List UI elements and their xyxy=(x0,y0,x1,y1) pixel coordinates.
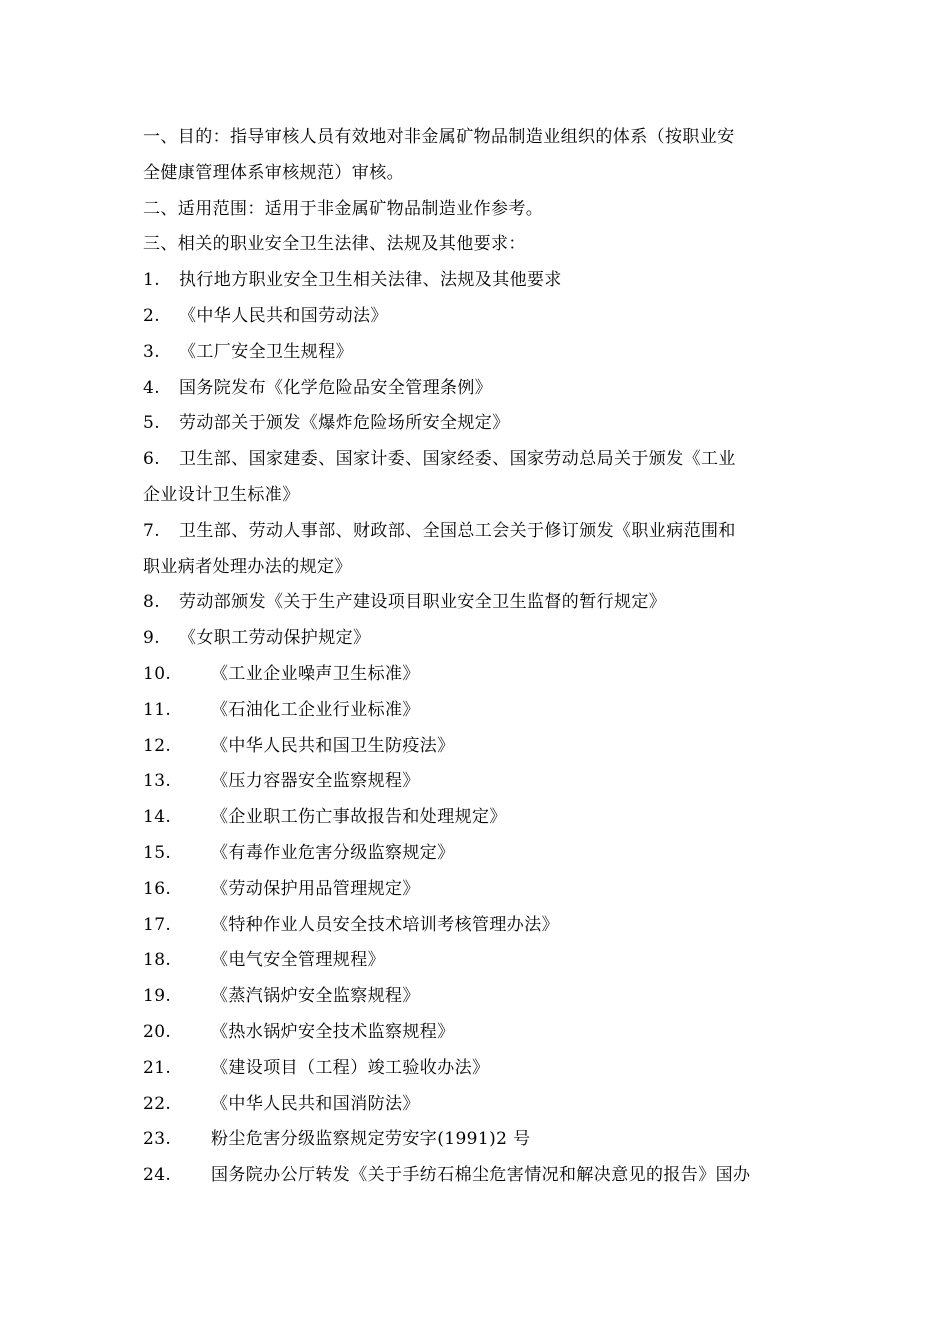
list-item-number: 19. xyxy=(143,986,172,1007)
list-item-19 xyxy=(143,979,813,1015)
list-item-text: 粉尘危害分级监察规定劳安字(1991)2 号 xyxy=(211,1129,531,1150)
list-item-number: 5. xyxy=(143,413,161,434)
section-2: 二、适用范围：适用于非金属矿物品制造业作参考。 xyxy=(143,198,544,219)
list-item-text: 《石油化工企业行业标准》 xyxy=(211,699,420,720)
list-item-number: 7. xyxy=(143,520,161,541)
list-item-text: 卫生部、劳动人事部、财政部、全国总工会关于修订颁发《职业病范围和 xyxy=(179,520,736,541)
list-item-number: 21. xyxy=(143,1057,172,1078)
list-item-text: 《电气安全管理规程》 xyxy=(211,950,385,971)
list-item-2 xyxy=(143,299,813,335)
list-item-20 xyxy=(143,1015,813,1051)
section-1-line-2: 全健康管理体系审核规范）审核。 xyxy=(143,162,404,183)
list-item-text: 《工业企业噪声卫生标准》 xyxy=(211,663,420,684)
list-item-text: 《热水锅炉安全技术监察规程》 xyxy=(211,1021,455,1042)
list-item-text: 《特种作业人员安全技术培训考核管理办法》 xyxy=(211,914,559,935)
list-item-12 xyxy=(143,729,813,765)
list-item-6-continuation: 企业设计卫生标准》 xyxy=(143,484,300,505)
list-item-15 xyxy=(143,836,813,872)
list-item-13 xyxy=(143,764,813,800)
list-item-number: 4. xyxy=(143,377,161,398)
list-item-number: 16. xyxy=(143,878,172,899)
list-item-number: 23. xyxy=(143,1129,172,1150)
list-item-7 xyxy=(143,514,813,550)
list-item-21 xyxy=(143,1051,813,1087)
list-item-5 xyxy=(143,406,813,442)
list-item-text: 《劳动保护用品管理规定》 xyxy=(211,878,420,899)
list-item-text: 《中华人民共和国劳动法》 xyxy=(179,305,388,326)
list-item-24 xyxy=(143,1158,813,1194)
list-item-text: 国务院办公厅转发《关于手纺石棉尘危害情况和解决意见的报告》国办 xyxy=(211,1165,751,1186)
list-item-6 xyxy=(143,442,813,478)
list-item-text: 《工厂安全卫生规程》 xyxy=(179,341,353,362)
list-item-text: 《中华人民共和国消防法》 xyxy=(211,1093,420,1114)
list-item-text: 《建设项目（工程）竣工验收办法》 xyxy=(211,1057,490,1078)
list-item-16 xyxy=(143,872,813,908)
list-item-number: 1. xyxy=(143,270,161,291)
list-item-number: 18. xyxy=(143,950,172,971)
list-item-text: 《蒸汽锅炉安全监察规程》 xyxy=(211,986,420,1007)
list-item-number: 11. xyxy=(143,699,172,720)
list-item-17 xyxy=(143,908,813,944)
list-item-number: 3. xyxy=(143,341,161,362)
list-item-text: 《企业职工伤亡事故报告和处理规定》 xyxy=(211,807,507,828)
list-item-number: 6. xyxy=(143,449,161,470)
list-item-text: 卫生部、国家建委、国家计委、国家经委、国家劳动总局关于颁发《工业 xyxy=(179,449,736,470)
list-item-1 xyxy=(143,263,813,299)
list-item-7-continuation: 职业病者处理办法的规定》 xyxy=(143,556,352,577)
list-item-18 xyxy=(143,943,813,979)
section-1-line-1: 一、目的：指导审核人员有效地对非金属矿物品制造业组织的体系（按职业安 xyxy=(143,127,735,147)
list-item-8 xyxy=(143,585,813,621)
list-item-number: 24. xyxy=(143,1165,172,1186)
list-item-text: 国务院发布《化学危险品安全管理条例》 xyxy=(179,377,493,398)
list-item-number: 17. xyxy=(143,914,172,935)
list-item-4 xyxy=(143,371,813,407)
list-item-22 xyxy=(143,1087,813,1123)
list-item-10 xyxy=(143,657,813,693)
list-item-text: 执行地方职业安全卫生相关法律、法规及其他要求 xyxy=(179,270,562,291)
list-item-11 xyxy=(143,693,813,729)
list-item-text: 《有毒作业危害分级监察规定》 xyxy=(211,842,455,863)
list-item-9 xyxy=(143,621,813,657)
list-item-text: 《女职工劳动保护规定》 xyxy=(179,628,371,649)
list-item-number: 8. xyxy=(143,592,161,613)
list-item-number: 22. xyxy=(143,1093,172,1114)
list-item-number: 20. xyxy=(143,1021,172,1042)
list-item-number: 15. xyxy=(143,842,172,863)
list-item-number: 12. xyxy=(143,735,172,756)
list-item-number: 10. xyxy=(143,663,172,684)
list-item-23 xyxy=(143,1122,813,1158)
list-item-14 xyxy=(143,800,813,836)
list-item-text: 劳动部颁发《关于生产建设项目职业安全卫生监督的暂行规定》 xyxy=(179,592,667,613)
list-item-text: 《中华人民共和国卫生防疫法》 xyxy=(211,735,455,756)
list-item-number: 9. xyxy=(143,628,161,649)
list-item-3 xyxy=(143,335,813,371)
list-item-number: 2. xyxy=(143,305,161,326)
list-item-number: 14. xyxy=(143,807,172,828)
section-3-heading: 三、相关的职业安全卫生法律、法规及其他要求： xyxy=(143,234,526,255)
list-item-text: 《压力容器安全监察规程》 xyxy=(211,771,420,792)
document-body xyxy=(143,120,813,1194)
list-item-text: 劳动部关于颁发《爆炸危险场所安全规定》 xyxy=(179,413,510,434)
list-item-number: 13. xyxy=(143,771,172,792)
